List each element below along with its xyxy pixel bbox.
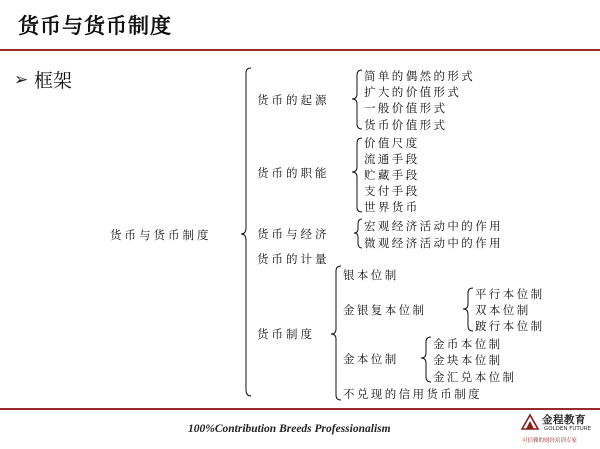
bimetallic-item: 双本位制 bbox=[475, 303, 531, 317]
gold-item: 金币本位制 bbox=[433, 337, 503, 351]
function-item: 支付手段 bbox=[364, 184, 420, 198]
bimetallic-item: 平行本位制 bbox=[475, 287, 545, 301]
gold-item: 金块本位制 bbox=[433, 353, 503, 367]
economy-brace bbox=[354, 219, 362, 248]
bimetallic-brace bbox=[463, 288, 473, 331]
origin-node: 货币的起源 bbox=[257, 93, 330, 107]
origin-item: 一般价值形式 bbox=[364, 101, 448, 115]
arrow-bullet-icon: ➢ bbox=[14, 70, 29, 90]
gold-item: 金汇兑本位制 bbox=[433, 370, 517, 384]
system-node: 货币制度 bbox=[257, 327, 315, 341]
function-item: 贮藏手段 bbox=[364, 168, 420, 182]
economy-item: 微观经济活动中的作用 bbox=[364, 236, 503, 250]
logo-name: 金程教育 bbox=[542, 414, 586, 426]
origin-item: 货币价值形式 bbox=[364, 118, 448, 132]
origin-item: 简单的偶然的形式 bbox=[364, 69, 476, 83]
system-item-fiat: 不兑现的信用货币制度 bbox=[343, 387, 482, 401]
bullet-heading: 框架 bbox=[34, 70, 73, 92]
bimetallic-item: 跛行本位制 bbox=[475, 319, 545, 333]
company-logo bbox=[520, 412, 598, 447]
root-brace bbox=[241, 68, 251, 396]
golden-future-logo-icon bbox=[520, 413, 540, 431]
root-node: 货币与货币制度 bbox=[110, 228, 212, 242]
function-item: 流通手段 bbox=[364, 152, 420, 166]
footer-divider bbox=[0, 408, 600, 410]
function-item: 价值尺度 bbox=[364, 136, 420, 150]
system-brace bbox=[331, 266, 341, 400]
gold-brace bbox=[421, 337, 431, 382]
functions-node: 货币的职能 bbox=[257, 166, 330, 180]
functions-brace bbox=[352, 138, 362, 212]
origin-item: 扩大的价值形式 bbox=[364, 85, 462, 99]
logo-tagline: 可信赖的财经培训专家 bbox=[522, 438, 578, 444]
system-item-silver: 银本位制 bbox=[343, 268, 399, 282]
system-item-gold: 金本位制 bbox=[343, 352, 399, 366]
slide-title: 货币与货币制度 bbox=[18, 14, 172, 38]
economy-node: 货币与经济 bbox=[257, 227, 330, 241]
origin-brace bbox=[352, 70, 362, 129]
system-item-bimetallic: 金银复本位制 bbox=[343, 303, 427, 317]
logo-english-name: GOLDEN FUTURE bbox=[544, 426, 592, 432]
footer-slogan: 100%Contribution Breeds Professionalism bbox=[188, 423, 391, 435]
measurement-node: 货币的计量 bbox=[257, 252, 330, 266]
function-item: 世界货币 bbox=[364, 200, 420, 214]
economy-item: 宏观经济活动中的作用 bbox=[364, 219, 503, 233]
